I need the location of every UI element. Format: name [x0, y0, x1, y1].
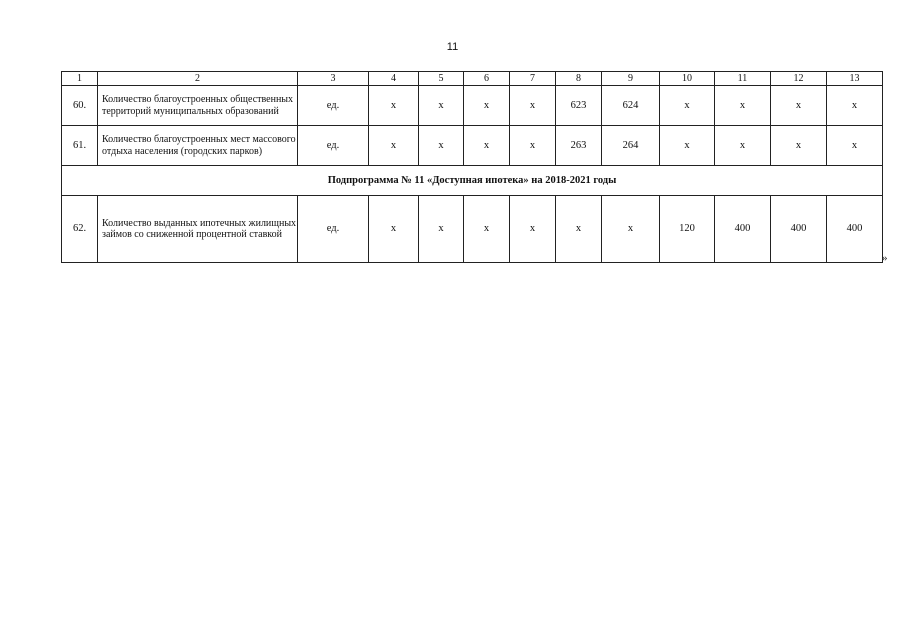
- column-header: 4: [369, 72, 419, 86]
- value-cell: х: [464, 126, 510, 166]
- indicators-table: [61, 71, 883, 263]
- column-header: 6: [464, 72, 510, 86]
- column-header: 2: [98, 72, 298, 86]
- subprogram-title: Подпрограмма № 11 «Доступная ипотека» на 2018-2021 годы: [62, 166, 883, 196]
- column-header: 12: [771, 72, 827, 86]
- value-cell: х: [419, 126, 464, 166]
- value-cell: х: [464, 196, 510, 263]
- value-cell: х: [827, 126, 883, 166]
- table-header-row: [62, 72, 883, 86]
- column-header: 3: [298, 72, 369, 86]
- value-cell: х: [464, 86, 510, 126]
- indicator-name: Количество благоустроенных общественных территорий муниципальных образований: [98, 86, 298, 126]
- row-number: 62.: [62, 196, 98, 263]
- value-cell: 400: [827, 196, 883, 263]
- value-cell: х: [369, 86, 419, 126]
- value-cell: х: [715, 86, 771, 126]
- table-row: [62, 86, 883, 126]
- value-cell: 623: [556, 86, 602, 126]
- value-cell: 400: [771, 196, 827, 263]
- value-cell: х: [771, 86, 827, 126]
- closing-quote: »: [882, 252, 888, 264]
- value-cell: х: [510, 126, 556, 166]
- value-cell: 263: [556, 126, 602, 166]
- column-header: 9: [602, 72, 660, 86]
- value-cell: х: [419, 86, 464, 126]
- value-cell: 264: [602, 126, 660, 166]
- subprogram-row: [62, 166, 883, 196]
- value-cell: 120: [660, 196, 715, 263]
- unit-cell: ед.: [298, 126, 369, 166]
- value-cell: х: [827, 86, 883, 126]
- unit-cell: ед.: [298, 86, 369, 126]
- value-cell: 624: [602, 86, 660, 126]
- table-row: [62, 196, 883, 263]
- value-cell: х: [510, 86, 556, 126]
- column-header: 10: [660, 72, 715, 86]
- value-cell: х: [419, 196, 464, 263]
- row-number: 60.: [62, 86, 98, 126]
- page-number: 11: [446, 41, 459, 53]
- unit-cell: ед.: [298, 196, 369, 263]
- column-header: 5: [419, 72, 464, 86]
- value-cell: х: [510, 196, 556, 263]
- value-cell: х: [771, 126, 827, 166]
- value-cell: х: [369, 126, 419, 166]
- column-header: 7: [510, 72, 556, 86]
- row-number: 61.: [62, 126, 98, 166]
- value-cell: х: [660, 126, 715, 166]
- value-cell: х: [715, 126, 771, 166]
- value-cell: х: [602, 196, 660, 263]
- value-cell: х: [369, 196, 419, 263]
- value-cell: х: [660, 86, 715, 126]
- table-row: [62, 126, 883, 166]
- column-header: 8: [556, 72, 602, 86]
- column-header: 1: [62, 72, 98, 86]
- value-cell: х: [556, 196, 602, 263]
- value-cell: 400: [715, 196, 771, 263]
- indicator-name: Количество благоустроенных мест массового отдыха населения (городских парков): [98, 126, 298, 166]
- column-header: 13: [827, 72, 883, 86]
- indicator-name: Количество выданных ипотечных жилищных займов со сниженной процентной ставкой: [98, 196, 298, 263]
- column-header: 11: [715, 72, 771, 86]
